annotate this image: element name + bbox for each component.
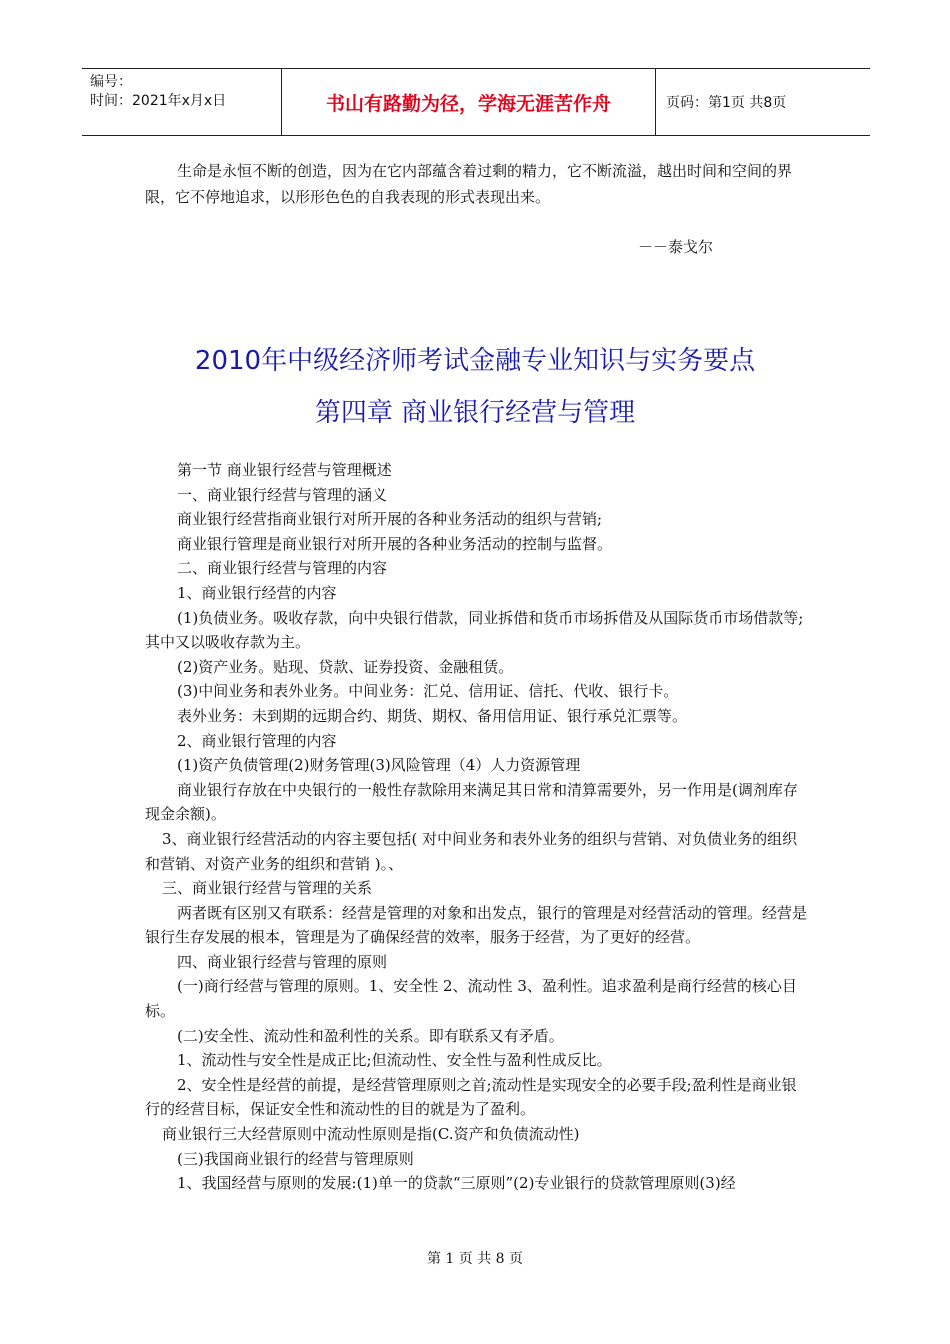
subsection-heading: 四、商业银行经营与管理的原则 [177, 952, 388, 971]
body-paragraph: (二)安全性、流动性和盈利性的关系。即有联系又有矛盾。 [177, 1026, 564, 1045]
body-paragraph: (2)资产业务。贴现、贷款、证券投资、金融租赁。 [177, 657, 514, 676]
body-paragraph: 1、流动性与安全性是成正比;但流动性、安全性与盈利性成反比。 [177, 1051, 612, 1070]
body-paragraph: 两者既有区别又有联系：经营是管理的对象和出发点，银行的管理是对经营活动的管理。经营是银行生存发展的根本，管理是为了确保经营的效率，服务于经营，为了更好的经营。 [145, 903, 808, 947]
subsection-heading: 二、商业银行经营与管理的内容 [177, 559, 388, 578]
body-paragraph: (1)负债业务。吸收存款，向中央银行借款，同业拆借和货币市场拆借及从国际货币市场借款等;其中又以吸收存款为主。 [145, 608, 804, 652]
date-label: 时间：2021年x月x日 [90, 93, 227, 109]
section-heading: 第一节 商业银行经营与管理概述 [177, 461, 392, 479]
document-title: 2010年中级经济师考试金融专业知识与实务要点 [194, 346, 756, 376]
quote-author: －－泰戈尔 [638, 238, 714, 256]
subsection-heading: 一、商业银行经营与管理的涵义 [177, 485, 388, 504]
subsection-heading: 三、商业银行经营与管理的关系 [162, 879, 373, 898]
header-meta [82, 69, 282, 135]
number-label: 编号： [90, 74, 132, 90]
chapter-title: 第四章 商业银行经营与管理 [314, 398, 636, 428]
body-paragraph: 商业银行管理是商业银行对所开展的各种业务活动的控制与监督。 [177, 534, 613, 553]
body-paragraph: 商业银行存放在中央银行的一般性存款除用来满足其日常和清算需要外，另一作用是(调剂库存现金余额)。 [145, 780, 798, 824]
body-paragraph: 3、商业银行经营活动的内容主要包括( 对中间业务和表外业务的组织与营销、对负债业务的组织和营销、对资产业务的组织和营销 )。、 [145, 829, 798, 873]
document-body [145, 458, 810, 1196]
quote-block [145, 158, 810, 210]
body-paragraph: (一)商行经营与管理的原则。1、安全性 2、流动性 3、盈利性。追求盈利是商行经营的核心目标。 [145, 977, 797, 1021]
header-motto: 书山有路勤为径，学海无涯苦作舟 [282, 69, 656, 135]
body-paragraph: 1、我国经营与原则的发展:(1)单一的贷款“三原则”(2)专业银行的贷款管理原则(3)经 [177, 1174, 736, 1193]
page-footer: 第 1 页 共 8 页 [426, 1251, 524, 1267]
quote-text: 生命是永恒不断的创造，因为在它内部蕴含着过剩的精力，它不断流溢，越出时间和空间的界限，它不停地追求，以形形色色的自我表现的形式表现出来。 [145, 162, 793, 206]
body-paragraph: 2、商业银行管理的内容 [177, 731, 337, 750]
header-page-info: 页码：第1页 共8页 [666, 95, 787, 111]
header-table [82, 68, 870, 136]
body-paragraph: 商业银行三大经营原则中流动性原则是指(C.资产和负债流动性) [162, 1125, 580, 1144]
body-paragraph: (三)我国商业银行的经营与管理原则 [177, 1149, 414, 1168]
body-paragraph: 商业银行经营指商业银行对所开展的各种业务活动的组织与营销; [177, 510, 603, 529]
body-paragraph: 表外业务：未到期的远期合约、期货、期权、备用信用证、银行承兑汇票等。 [177, 706, 688, 725]
body-paragraph: (3)中间业务和表外业务。中间业务：汇兑、信用证、信托、代收、银行卡。 [177, 682, 679, 701]
body-paragraph: 2、安全性是经营的前提，是经营管理原则之首;流动性是实现安全的必要手段;盈利性是商业银行的经营目标，保证安全性和流动性的目的就是为了盈利。 [145, 1075, 797, 1119]
body-paragraph: (1)资产负债管理(2)财务管理(3)风险管理（4）人力资源管理 [177, 756, 581, 775]
body-paragraph: 1、商业银行经营的内容 [177, 583, 337, 602]
